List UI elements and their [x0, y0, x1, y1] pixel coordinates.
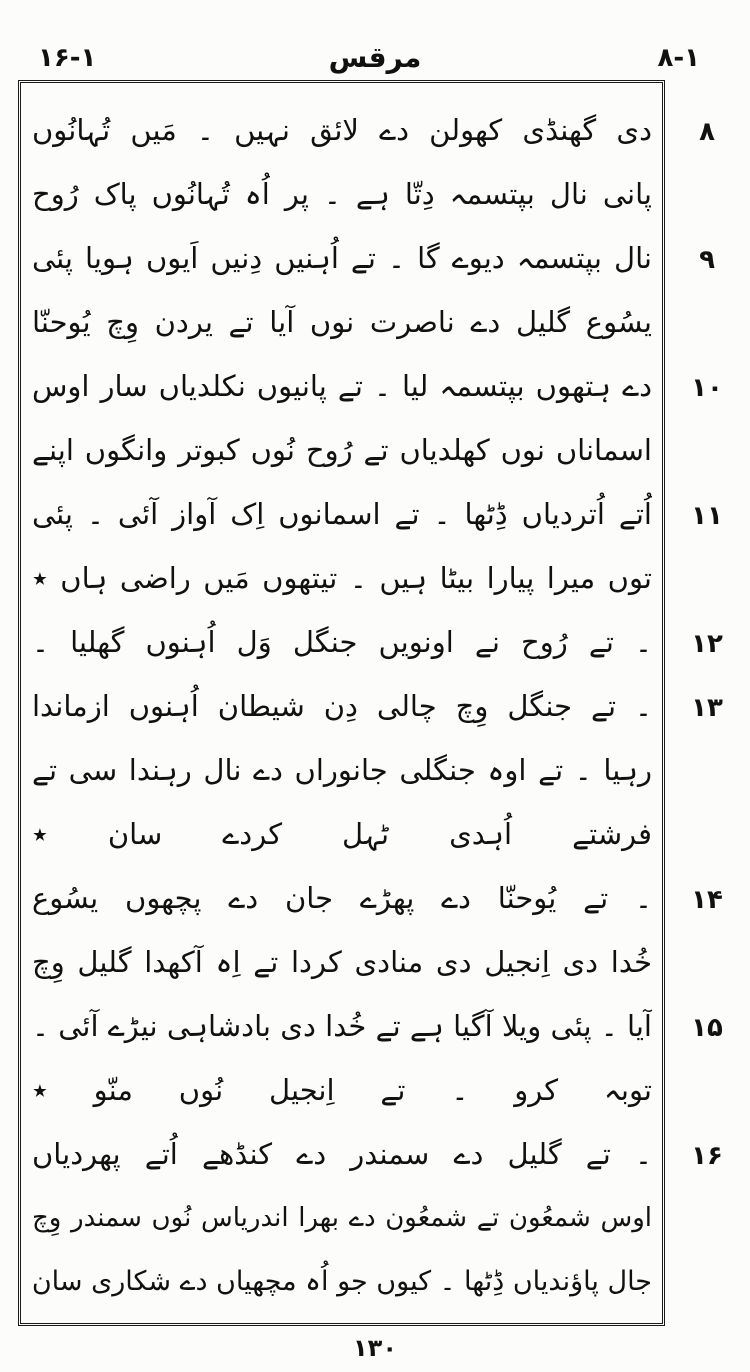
verse-number: ۱۰	[691, 373, 723, 403]
text-line: اسماناں نوں کھلدیاں تے رُوح نُوں کبوتر وانگوں اپنے	[32, 433, 652, 467]
text-line: ۔ تے یُوحنّا دے پھڑے جان دے پچھوں یسُوع	[32, 881, 652, 915]
text-line: ۔ تے گلیل دے سمندر دے کنڈھے اُتے پھردیاں	[32, 1137, 652, 1171]
text-line: نال بپتسمہ دیوے گا ۔ تے اُہنیں دِنیں اَیوں ہویا پئی	[32, 241, 652, 275]
text-line: پانی نال بپتسمہ دِتّا ہے ۔ پر اُہ تُہانُوں پاک رُوح	[32, 177, 652, 211]
text-line: ۔ تے جنگل وِچ چالی دِن شیطان اُہنوں ازماندا	[32, 689, 652, 723]
verse-number: ۱۳	[691, 693, 723, 723]
text-line: توں میرا پیارا بیٹا ہیں ۔ تیتھوں مَیں راضی ہاں ٭	[32, 561, 652, 595]
text-line: دی گھنڈی کھولن دے لائق نہیں ۔ مَیں تُہانُوں	[32, 113, 652, 147]
text-line: جال پاؤندیاں ڈِٹھا ۔ کیوں جو اُہ مچھیاں دے شکاری سان	[32, 1266, 652, 1297]
verse-number: ۱۲	[691, 629, 723, 659]
header-chapter-range-right: ۸-۱	[657, 43, 700, 73]
verse-number: ۱۵	[691, 1013, 723, 1043]
text-line: خُدا دی اِنجیل دی منادی کردا تے اِہ آکھدا گلیل وِچ	[32, 945, 652, 979]
header-chapter-range-left: ۱۶-۱	[38, 43, 97, 73]
text-line: اوس شمعُون تے شمعُون دے بھرا اندریاس نُوں سمندر وِچ	[32, 1203, 652, 1233]
verse-number: ۱۴	[691, 885, 723, 915]
text-line: یسُوع گلیل دے ناصرت نوں آیا تے یردن وِچ یُوحنّا	[32, 305, 652, 339]
text-line: رہیا ۔ تے اوہ جنگلی جانوراں دے نال رہندا سی تے	[32, 753, 652, 787]
text-line: دے ہتھوں بپتسمہ لیا ۔ تے پانیوں نکلدیاں سار اوس	[32, 369, 652, 403]
verse-number: ۸	[699, 117, 715, 147]
text-line: ۔ تے رُوح نے اونویں جنگل وَل اُہنوں گھلیا ۔	[32, 625, 652, 659]
text-line: اُتے اُتردیاں ڈِٹھا ۔ تے اسمانوں اِک آواز آئی ۔ پئی	[32, 497, 652, 531]
text-line: آیا ۔ پئی ویلا آگیا ہے تے خُدا دی بادشاہی نیڑے آئی ۔	[32, 1009, 652, 1043]
verse-number: ۱۶	[691, 1141, 723, 1171]
page-number: ۱۳۰	[353, 1334, 397, 1362]
verse-number: ۱۱	[691, 501, 723, 531]
header-book-title: مرقس	[328, 41, 422, 74]
text-line: توبہ کرو ۔ تے اِنجیل نُوں منّو ٭	[32, 1073, 652, 1107]
text-line: فرشتے اُہدی ٹہل کردے سان ٭	[32, 817, 652, 851]
verse-number: ۹	[699, 245, 715, 275]
